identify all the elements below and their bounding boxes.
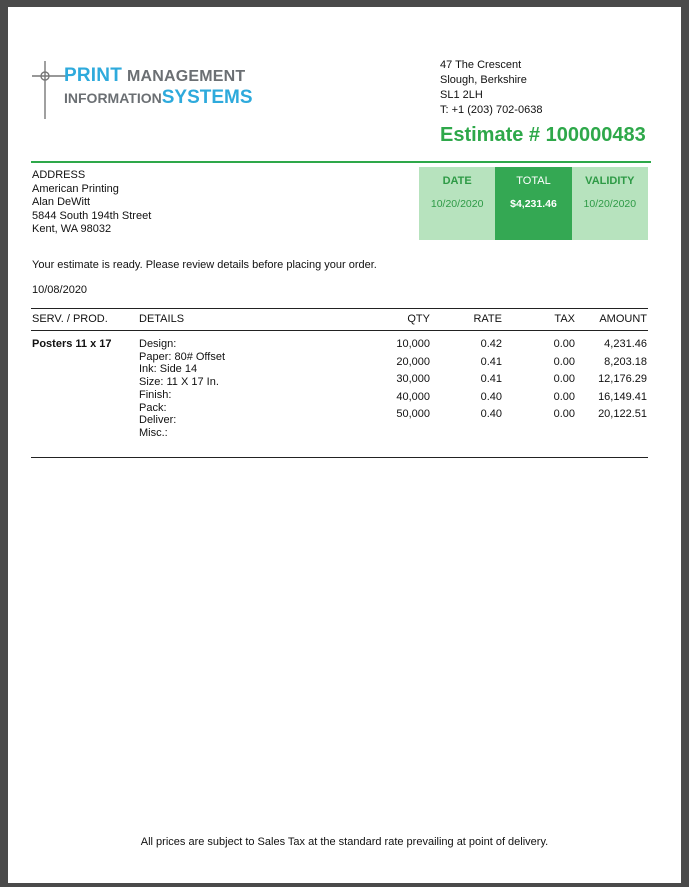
billing-city: Kent, WA 98032 <box>32 223 112 235</box>
estimate-message: Your estimate is ready. Please review details before placing your order. <box>32 259 377 271</box>
detail-line: Pack: <box>139 401 167 414</box>
detail-line: Paper: 80# Offset <box>139 350 226 363</box>
logo-word-information: INFORMATION <box>64 90 162 106</box>
validity-label: VALIDITY <box>585 175 635 187</box>
company-phone: T: +1 (203) 702-0638 <box>440 104 543 116</box>
header-rate: RATE <box>473 313 502 325</box>
estimate-title: Estimate # 100000483 <box>440 124 646 146</box>
total-label: TOTAL <box>516 175 551 187</box>
cell-qty: 50,000 <box>396 408 430 420</box>
cell-amount: 12,176.29 <box>598 373 647 385</box>
message-date: 10/08/2020 <box>32 284 88 296</box>
table-top-rule <box>31 308 648 309</box>
table-header-rule <box>31 330 648 331</box>
header-qty: QTY <box>407 313 430 325</box>
cell-amount: 8,203.18 <box>604 356 647 368</box>
cell-tax: 0.00 <box>553 373 575 385</box>
logo-word-print: PRINT <box>64 65 122 86</box>
summary-date <box>419 167 495 240</box>
cell-qty: 20,000 <box>396 356 430 368</box>
logo-text-line2 <box>64 87 253 109</box>
cell-rate: 0.41 <box>480 356 502 368</box>
logo-word-management: MANAGEMENT <box>126 68 246 85</box>
date-value: 10/20/2020 <box>430 198 484 210</box>
cell-tax: 0.00 <box>553 338 575 350</box>
cell-rate: 0.42 <box>480 338 502 350</box>
detail-line: Design: <box>139 338 177 350</box>
billing-address <box>32 169 151 237</box>
logo-word-systems: SYSTEMS <box>161 87 253 108</box>
billing-company: American Printing <box>32 182 119 195</box>
cell-amount: 20,122.51 <box>598 408 647 420</box>
billing-street: 5844 South 194th Street <box>32 209 152 222</box>
detail-line: Size: 11 X 17 In. <box>139 376 219 389</box>
summary-total <box>495 167 571 240</box>
company-street: 47 The Crescent <box>440 59 522 71</box>
summary-validity <box>572 167 648 240</box>
estimate-summary <box>419 167 648 240</box>
total-value: $4,231.46 <box>510 198 557 210</box>
detail-line: Deliver: <box>139 414 177 427</box>
company-city: Slough, Berkshire <box>440 74 527 86</box>
header-details: DETAILS <box>139 313 185 325</box>
cell-tax: 0.00 <box>553 408 575 420</box>
footer-note: All prices are subject to Sales Tax at the standard rate prevailing at point of delivery. <box>140 836 549 848</box>
validity-value: 10/20/2020 <box>583 198 637 210</box>
header-serv-prod: SERV. / PROD. <box>32 313 108 325</box>
cell-amount: 16,149.41 <box>598 391 647 403</box>
header-tax: TAX <box>554 313 575 325</box>
detail-line: Misc.: <box>139 426 168 439</box>
table-bottom-rule <box>31 457 648 458</box>
product-name: Posters 11 x 17 <box>32 338 112 350</box>
address-label: ADDRESS <box>32 169 86 181</box>
company-address <box>440 58 542 118</box>
company-postcode: SL1 2LH <box>440 89 483 101</box>
detail-line: Ink: Side 14 <box>139 363 198 376</box>
header-divider <box>31 161 651 163</box>
header-amount: AMOUNT <box>599 313 647 325</box>
cell-rate: 0.41 <box>480 373 502 385</box>
detail-line: Finish: <box>139 388 172 401</box>
cell-amount: 4,231.46 <box>604 338 647 350</box>
logo-text-line1 <box>64 65 245 87</box>
cell-tax: 0.00 <box>553 391 575 403</box>
cell-qty: 30,000 <box>396 373 430 385</box>
product-details <box>139 338 225 440</box>
document-page <box>8 7 681 883</box>
cell-rate: 0.40 <box>480 391 502 403</box>
cell-tax: 0.00 <box>553 356 575 368</box>
cell-qty: 40,000 <box>396 391 430 403</box>
date-label: DATE <box>442 175 472 187</box>
billing-contact: Alan DeWitt <box>32 196 91 208</box>
cell-rate: 0.40 <box>480 408 502 420</box>
cell-qty: 10,000 <box>396 338 430 350</box>
